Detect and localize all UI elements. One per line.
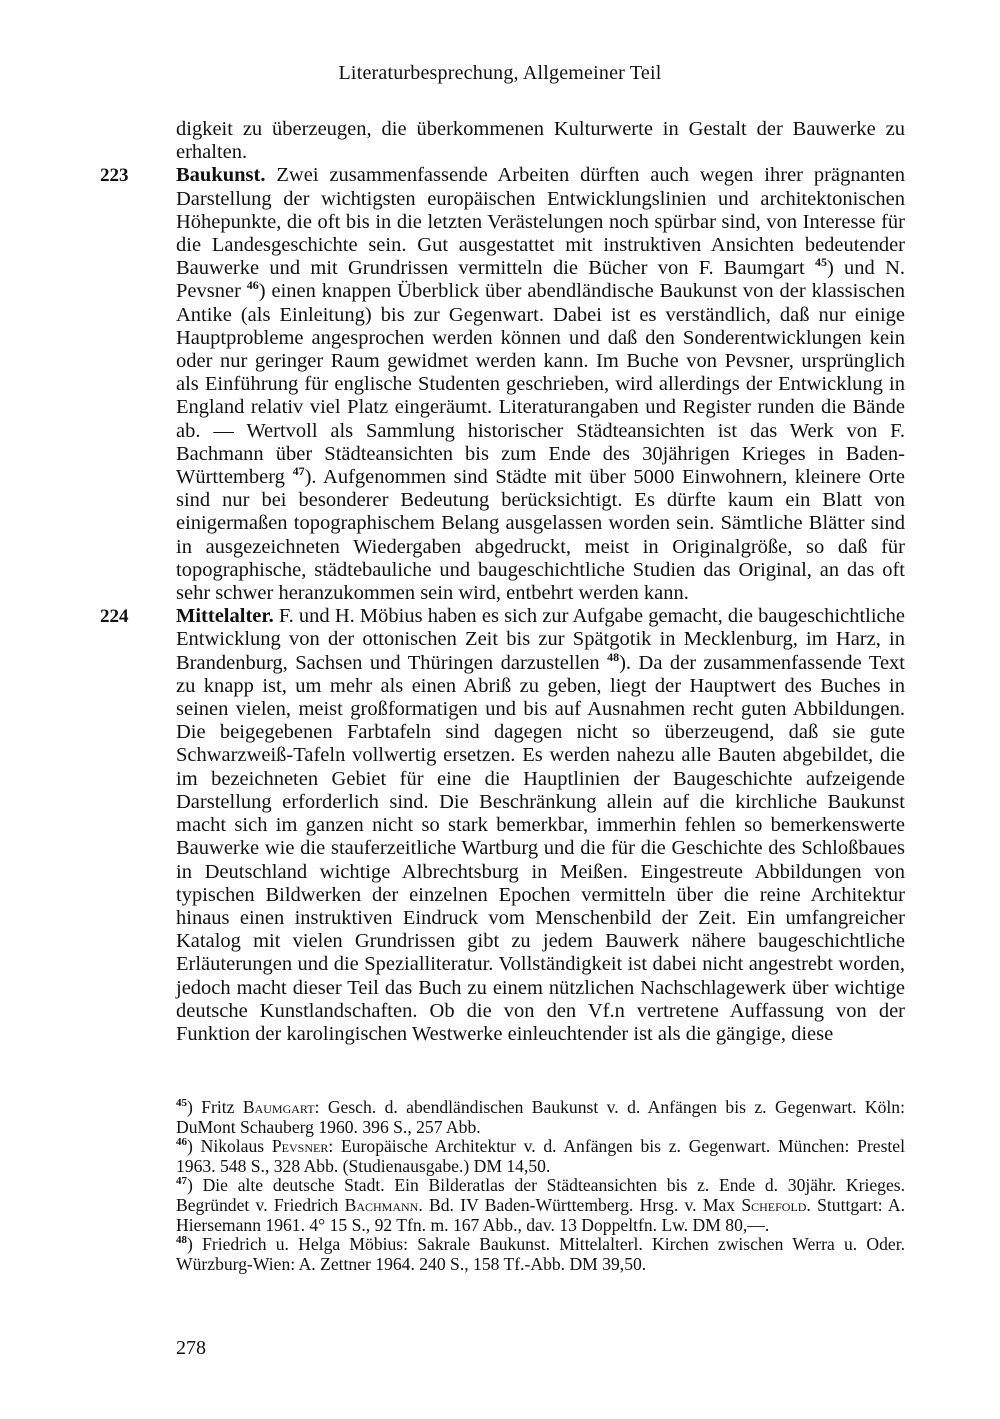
main-text (100, 118, 906, 1046)
text-run: F. und H. Möbius haben es sich zur Aufgabe gemacht, die baugeschichtliche Entwicklung von der ottonischen Zeit bis zur Spätgotik in Mecklenburg, im Harz, in Brandenburg, Sachsen und Thüringen darzustellen (176, 605, 905, 674)
footnote-ref-45[interactable]: 45 (814, 255, 827, 270)
footnote-45 (176, 1098, 905, 1137)
section-keyword: Baukunst. (176, 164, 266, 187)
section-number: 223 (100, 165, 129, 187)
page-number: 278 (176, 1337, 206, 1359)
footnote-mark: 48 (176, 1234, 187, 1247)
author-name: Baumgart (242, 1097, 315, 1117)
footnote-text: ) Die alte deutsche Stadt. Ein Bilderatlas der Städteansichten bis z. Ende d. 30jähr. Krieges. Begründet v. Friedrich (176, 1175, 905, 1215)
footnote-mark: 45 (176, 1097, 187, 1110)
running-header: Literaturbesprechung, Allgemeiner Teil (338, 62, 662, 84)
footnote-text: : Europäische Architektur v. d. Anfängen bis z. Gegenwart. München: Prestel 1963. 548 S., 328 Abb. (Studienausgabe.) DM 14,50. (176, 1136, 905, 1176)
footnote-text: . Bd. IV Baden-Württemberg. Hrsg. v. Max (418, 1194, 742, 1215)
footnote-text: ) Friedrich u. Helga Möbius: Sakrale Baukunst. Mittelalterl. Kirchen zwischen Werra u. Oder. Würzburg-Wien: A. Zettner 1964. 240 S., 158 Tf.-Abb. DM 39,50. (176, 1234, 905, 1274)
footnote-mark: 46 (176, 1136, 187, 1149)
footnote-48 (176, 1235, 905, 1274)
footnote-ref-46[interactable]: 46 (246, 278, 259, 293)
footnote-mark: 47 (176, 1175, 187, 1188)
text-run: ). Da der zusammenfassende Text zu knapp ist, um mehr als einen Abriß zu geben, liegt der Hauptwert des Buches in seinen vielen, meist großformatigen und bis auf Ausnahmen recht guten Abbildungen. Die beigegebenen Farbtafeln sind dagegen nicht so überzeugend, daß sie gute Schwarzweiß-Tafeln vollwertig ersetzen. Es werden nahezu alle Bauten abgebildet, die im bezeichneten Gebiet für eine die Hauptlinien der Baugeschichte aufzeigende Darstellung erforderlich sind. Die Beschränkung allein auf die kirchliche Baukunst macht sich im ganzen nicht so stark bemerkbar, immerhin fehlen so bemerkenswerte Bauwerke wie die stauferzeitliche Wartburg und die für die Geschichte des Schloßbaues in Deutschland wichtige Albrechtsburg in Meißen. Eingestreute Abbildungen von typischen Bildwerken der einzelnen Epochen vermitteln über die reine Architektur hinaus einen instruktiven Eindruck vom Menschenbild der Zeit. Ein umfangreicher Katalog mit vielen Grundrissen gibt zu jedem Bauwerk nähere baugeschichtliche Erläuterungen und die Spezialliteratur. Vollständigkeit ist dabei nicht angestrebt worden, jedoch macht dieser Teil das Buch zu einem nützlichen Nachschlagewerk über wichtige deutsche Kunstlandschaften. Ob die von den Vf.n vertretene Auffassung von der Funktion der karolingischen Westwerke einleuchtender ist als die gängige, diese (176, 651, 905, 1045)
footnote-text: ) Nikolaus (187, 1136, 272, 1157)
section-223-paragraph (100, 164, 906, 605)
text-run: Zwei zusammenfassende Arbeiten dürften auch wegen ihrer prägnanten Darstellung der wichtigsten europäischen Entwicklungslinien und architektonischen Höhepunkte, die oft bis in die letzten Verästelungen noch spürbar sind, von Interesse für die Landesgeschichte sein. Gut ausgestattet mit instruktiven Ansichten bedeutender Bauwerke und mit Grundrissen vermitteln die Bücher von F. Baumgart (176, 164, 905, 280)
footnote-text: . Stuttgart: A. Hiersemann 1961. 4° 15 S., 92 Tfn. m. 167 Abb., dav. 13 Doppeltfn. Lw. DM 80,—. (176, 1194, 905, 1235)
author-name: Pevsner (271, 1136, 329, 1157)
text-run: ) einen knappen Überblick über abendländische Baukunst von der klassischen Antike (als Einleitung) bis zur Gegenwart. Dabei ist es verständlich, daß nur einige Hauptprobleme angesprochen werden können und daß den Sonderentwicklungen kein oder nur geringer Raum gewidmet werden kann. Im Buche von Pevsner, ursprünglich als Einführung für englische Studenten geschrieben, wird allerdings der Entwicklung in England relativ viel Platz eingeräumt. Literaturangaben und Register runden die Bände ab. — Wertvoll als Sammlung historischer Städteansichten ist das Werk von F. Bachmann über Städteansichten bis zum Ende des 30jährigen Krieges in Baden-Württemberg (176, 280, 905, 489)
footnote-ref-47[interactable]: 47 (292, 464, 305, 479)
editor-name: Schefold (741, 1194, 807, 1215)
section-number: 224 (100, 606, 129, 628)
continuation-paragraph: digkeit zu überzeugen, die überkommenen Kulturwerte in Gestalt der Bauwerke zu erhalten. (176, 118, 905, 164)
section-keyword: Mittelalter. (176, 605, 274, 628)
footnote-47 (176, 1176, 905, 1235)
footnote-text: : Gesch. d. abendländischen Baukunst v. d. Anfängen bis z. Gegenwart. Köln: DuMont Schauberg 1960. 396 S., 257 Abb. (176, 1097, 905, 1137)
author-name: Bachmann (344, 1194, 419, 1215)
footnotes (176, 1098, 905, 1274)
footnote-46 (176, 1137, 905, 1176)
text-run: ) und N. Pevsner (176, 257, 905, 303)
section-224-paragraph (100, 605, 905, 1046)
footnote-text: ) Fritz (187, 1097, 243, 1117)
footnote-ref-48[interactable]: 48 (607, 649, 620, 664)
text-run: ). Aufgenommen sind Städte mit über 5000 Einwohnern, kleinere Orte sind nur bei besonderer Bedeutung berücksichtigt. Es dürfte kaum ein Blatt von einigermaßen topographischem Belang ausgelassen worden sein. Sämtliche Blätter sind in ausgezeichneten Wiedergaben abgedruckt, meist in Originalgröße, so daß für topographische, städtebauliche und baugeschichtliche Studien das Original, an das oft sehr schwer heranzukommen sein wird, entbehrt werden kann. (176, 466, 906, 605)
